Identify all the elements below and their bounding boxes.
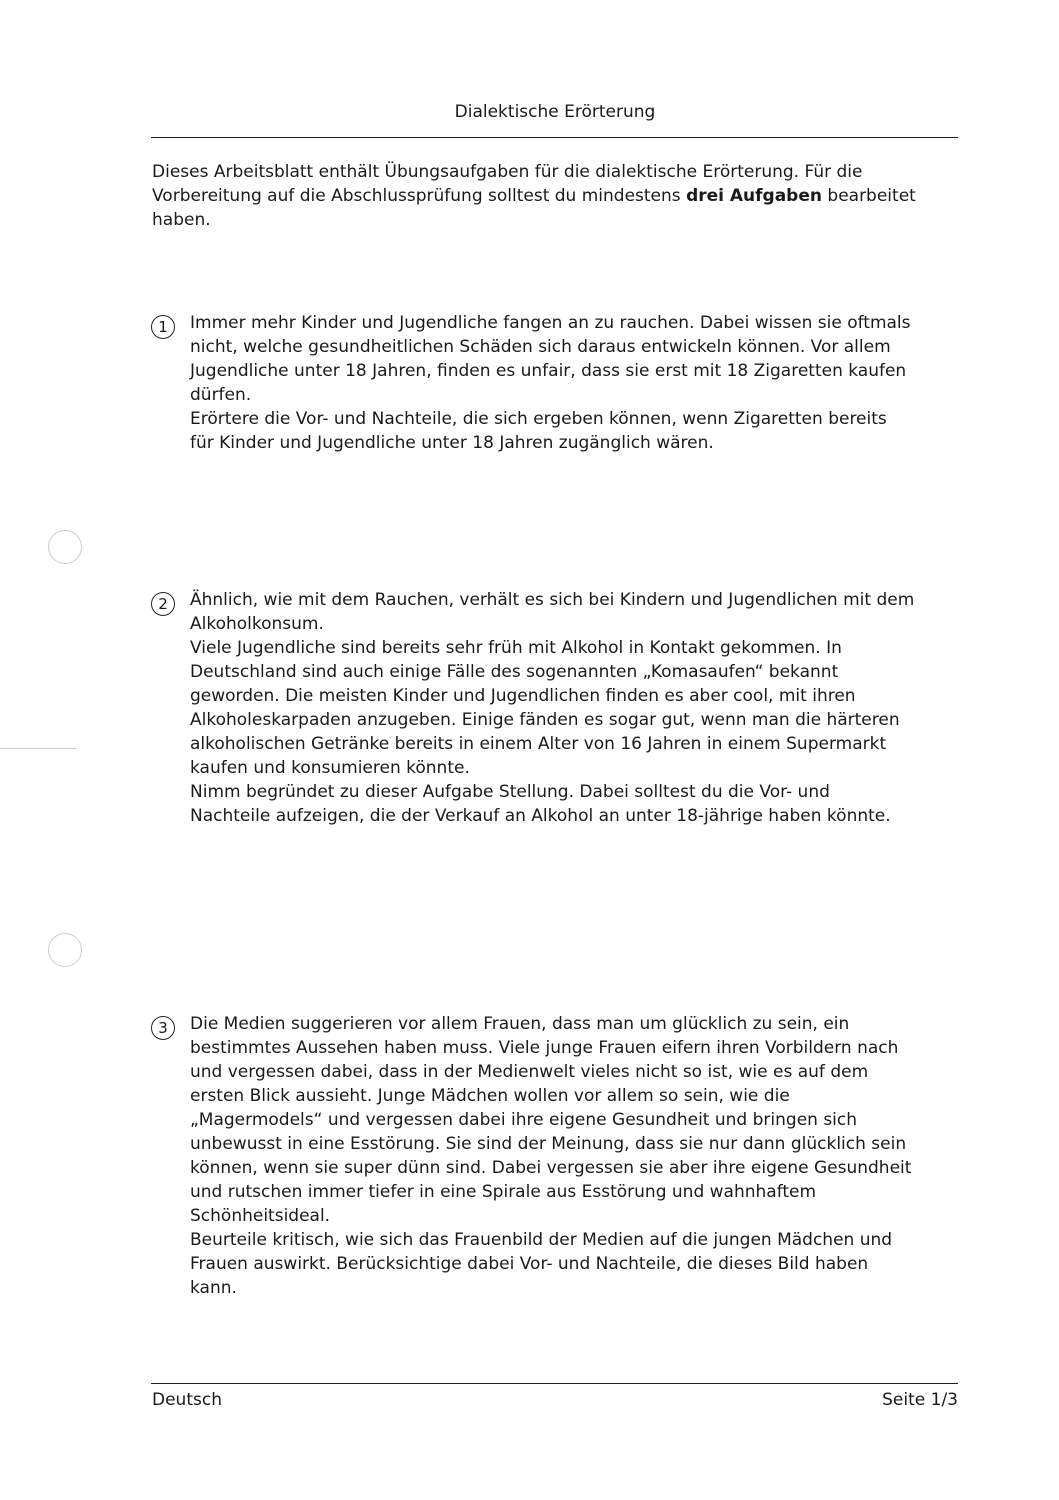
task-1 (151, 311, 911, 455)
task-line: können, wenn sie super dünn sind. Dabei vergessen sie aber ihre eigene Gesundheit (190, 1158, 912, 1178)
task-line: Erörtere die Vor- und Nachteile, die sich ergeben können, wenn Zigaretten bereits (190, 409, 887, 429)
header-rule (151, 137, 958, 138)
task-line: Beurteile kritisch, wie sich das Frauenbild der Medien auf die jungen Mädchen und (190, 1230, 893, 1250)
task-line: Frauen auswirkt. Berücksichtige dabei Vor- und Nachteile, die dieses Bild haben (190, 1254, 869, 1274)
task-line: unbewusst in eine Esstörung. Sie sind der Meinung, dass sie nur dann glücklich sein (190, 1134, 907, 1154)
intro-line: haben. (152, 210, 211, 230)
task-text (190, 311, 911, 455)
task-line: und vergessen dabei, dass in der Medienwelt vieles nicht so ist, wie es auf dem (190, 1062, 869, 1082)
intro-emphasis: drei Aufgaben (686, 186, 822, 206)
task-line: kann. (190, 1278, 237, 1298)
task-line: Ähnlich, wie mit dem Rauchen, verhält es sich bei Kindern und Jugendlichen mit dem (190, 590, 915, 610)
fold-mark (0, 748, 76, 749)
intro-text: Vorbereitung auf die Abschlussprüfung solltest du mindestens (152, 186, 687, 206)
intro-text: bearbeitet (822, 186, 916, 206)
footer-rule (151, 1383, 958, 1384)
task-line: Nimm begründet zu dieser Aufgabe Stellung. Dabei solltest du die Vor- und (190, 782, 830, 802)
task-line: ersten Blick aussieht. Junge Mädchen wollen vor allem so sein, wie die (190, 1086, 790, 1106)
task-line: Viele Jugendliche sind bereits sehr früh mit Alkohol in Kontakt gekommen. In (190, 638, 842, 658)
task-text (190, 1012, 911, 1300)
task-line: Schönheitsideal. (190, 1206, 331, 1226)
task-number-badge: 1 (151, 315, 175, 339)
task-line: Deutschland sind auch einige Fälle des sogenannten „Komasaufen“ bekannt (190, 662, 839, 682)
footer-page-number: Seite 1/3 (882, 1390, 958, 1410)
task-line: dürfen. (190, 385, 252, 405)
task-line: Die Medien suggerieren vor allem Frauen, dass man um glücklich zu sein, ein (190, 1014, 850, 1034)
task-line: „Magermodels“ und vergessen dabei ihre eigene Gesundheit und bringen sich (190, 1110, 858, 1130)
task-line: und rutschen immer tiefer in eine Spirale aus Esstörung und wahnhaftem (190, 1182, 817, 1202)
task-line: Alkoholeskarpaden anzugeben. Einige fänden es sogar gut, wenn man die härteren (190, 710, 900, 730)
page-title: Dialektische Erörterung (454, 102, 656, 122)
task-2 (151, 588, 914, 828)
punch-hole-mark (48, 530, 82, 564)
task-line: Alkoholkonsum. (190, 614, 324, 634)
footer-subject: Deutsch (152, 1390, 222, 1410)
task-line: für Kinder und Jugendliche unter 18 Jahren zugänglich wären. (190, 433, 714, 453)
task-line: geworden. Die meisten Kinder und Jugendlichen finden es aber cool, mit ihren (190, 686, 856, 706)
task-line: bestimmtes Aussehen haben muss. Viele junge Frauen eifern ihren Vorbildern nach (190, 1038, 899, 1058)
punch-hole-mark (48, 933, 82, 967)
task-line: Immer mehr Kinder und Jugendliche fangen an zu rauchen. Dabei wissen sie oftmals (190, 313, 911, 333)
task-line: kaufen und konsumieren könnte. (190, 758, 470, 778)
task-line: Jugendliche unter 18 Jahren, finden es unfair, dass sie erst mit 18 Zigaretten kaufen (190, 361, 907, 381)
intro-line: Dieses Arbeitsblatt enthält Übungsaufgaben für die dialektische Erörterung. Für die (152, 162, 863, 182)
intro-line (152, 184, 916, 208)
task-3 (151, 1012, 911, 1300)
intro-paragraph (152, 160, 916, 232)
task-number-badge: 2 (151, 592, 175, 616)
task-line: alkoholischen Getränke bereits in einem Alter von 16 Jahren in einem Supermarkt (190, 734, 887, 754)
task-text (190, 588, 914, 828)
task-line: nicht, welche gesundheitlichen Schäden sich daraus entwickeln können. Vor allem (190, 337, 891, 357)
task-number-badge: 3 (151, 1016, 175, 1040)
task-line: Nachteile aufzeigen, die der Verkauf an Alkohol an unter 18-jährige haben könnte. (190, 806, 891, 826)
